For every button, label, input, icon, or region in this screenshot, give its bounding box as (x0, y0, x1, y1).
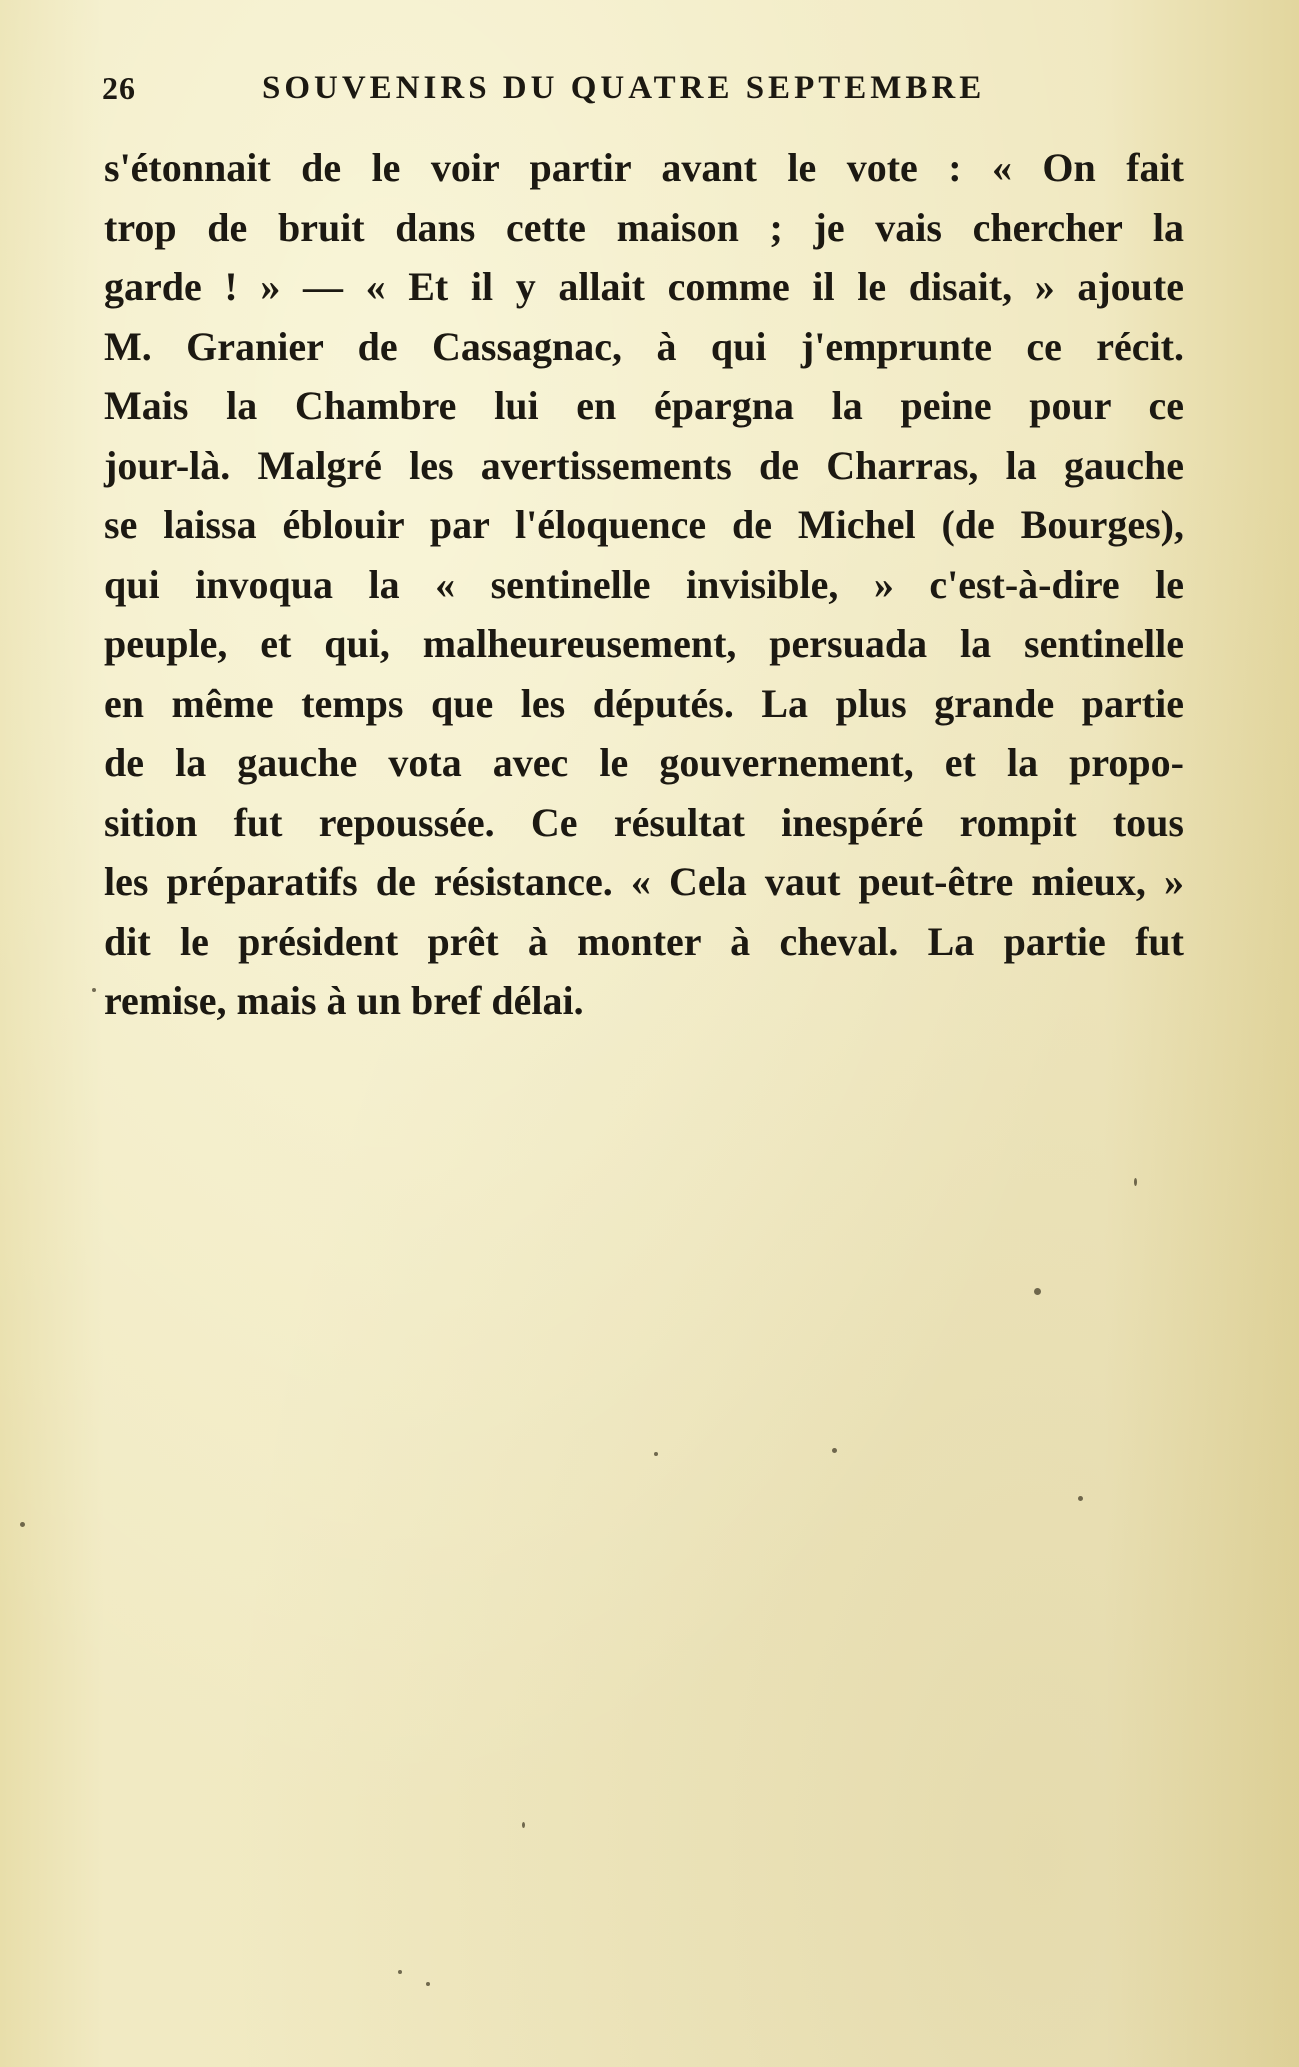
paper-speck (1034, 1288, 1041, 1295)
text-line: garde ! » — « Et il y allait comme il le disait, » ajoute (104, 264, 1184, 309)
running-head (98, 66, 1148, 116)
paper-speck (20, 1522, 25, 1527)
paper-speck (92, 988, 96, 992)
paper-speck (398, 1970, 402, 1974)
paper-speck (426, 1982, 430, 1986)
text-line: trop de bruit dans cette maison ; je vais chercher la (104, 204, 1184, 250)
text-line: peuple, et qui, malheureusement, persuada la sentinelle (104, 621, 1184, 666)
text-line: qui invoqua la « sentinelle invisible, » c'est-à-dire le (104, 561, 1184, 607)
text-line: jour-là. Malgré les avertissements de Charras, la gauche (104, 442, 1184, 488)
paper-speck (1078, 1496, 1083, 1501)
paper-speck (832, 1448, 837, 1453)
body-text (104, 138, 1184, 1031)
paper-speck (1134, 1178, 1137, 1186)
text-line: dit le président prêt à monter à cheval. La partie fut (104, 918, 1184, 964)
paper-speck (522, 1822, 525, 1828)
text-line: Mais la Chambre lui en épargna la peine pour ce (104, 383, 1184, 428)
page-number: 26 (102, 70, 136, 106)
text-line: remise, mais à un bref délai. (104, 978, 584, 1023)
running-head-title: SOUVENIRS DU QUATRE SEPTEMBRE (262, 70, 986, 106)
text-line: se laissa éblouir par l'éloquence de Michel (de Bourges), (104, 502, 1184, 547)
text-line: sition fut repoussée. Ce résultat inespéré rompit tous (104, 799, 1184, 845)
text-line: de la gauche vota avec le gouvernement, et la propo- (104, 740, 1184, 785)
text-line: s'étonnait de le voir partir avant le vote : « On fait (104, 145, 1184, 190)
text-line: en même temps que les députés. La plus grande partie (104, 680, 1184, 726)
text-line: les préparatifs de résistance. « Cela vaut peut-être mieux, » (104, 859, 1184, 904)
paper-speck (654, 1452, 658, 1456)
text-line: M. Granier de Cassagnac, à qui j'emprunte ce récit. (104, 323, 1184, 369)
